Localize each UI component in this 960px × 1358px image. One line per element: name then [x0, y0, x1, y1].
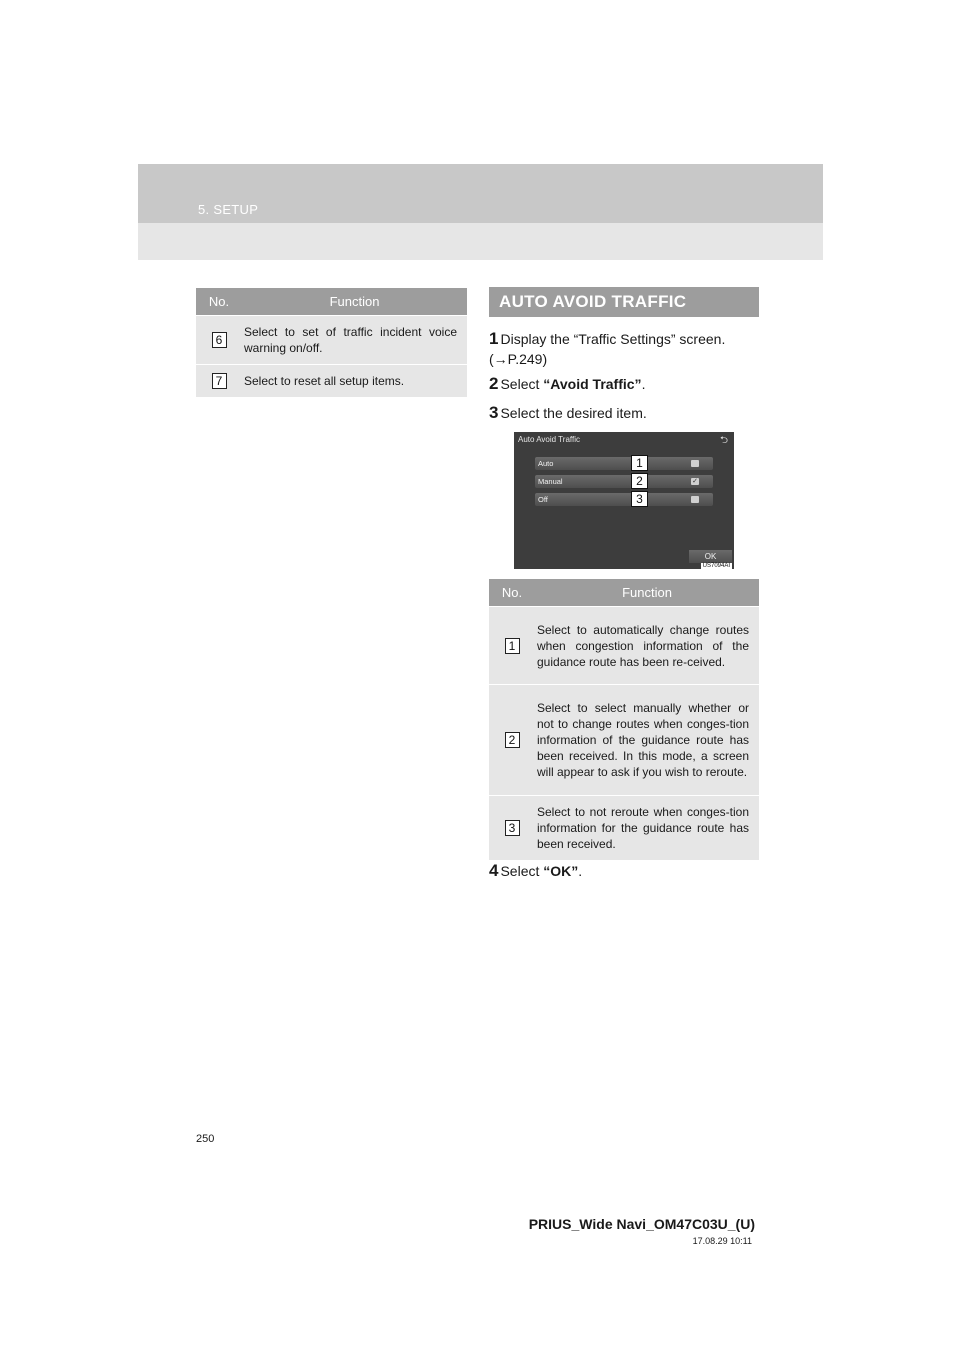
step-text: Display the “Traffic Settings” screen. (→P.249)	[489, 331, 726, 367]
callout-badge: 2	[631, 473, 648, 489]
col-no-header: No.	[489, 579, 535, 607]
item-number-badge: 7	[212, 373, 227, 389]
col-function-header: Function	[242, 288, 467, 316]
table-row	[196, 365, 467, 398]
navi-screen-image	[514, 432, 734, 569]
option-manual[interactable]	[535, 475, 713, 488]
return-arrow-icon[interactable]: ⮌	[719, 435, 728, 446]
option-label: Auto	[538, 459, 554, 468]
table-row	[489, 796, 759, 861]
option-label: Manual	[538, 477, 563, 486]
step-text: Select the desired item.	[500, 405, 647, 421]
step-number: 1	[489, 329, 499, 348]
ok-button[interactable]: OK	[689, 550, 732, 563]
page-number: 250	[196, 1133, 215, 1145]
item-number-badge: 2	[505, 732, 520, 748]
step-text: Select	[500, 376, 544, 392]
header-top-bar	[138, 164, 823, 223]
step-target-label: “Avoid Traffic”	[543, 376, 642, 392]
document-date: 17.08.29 10:11	[692, 1236, 752, 1246]
item-number-badge: 6	[212, 332, 227, 348]
section-heading: AUTO AVOID TRAFFIC	[489, 287, 759, 317]
step-number: 3	[489, 403, 499, 422]
function-table-bottom	[489, 579, 759, 860]
item-number-badge: 1	[505, 638, 520, 654]
screen-title: Auto Avoid Traffic	[518, 435, 580, 444]
checkbox-icon[interactable]	[691, 496, 699, 503]
table-row	[196, 316, 467, 365]
step-3	[489, 403, 759, 423]
step-text: Select	[500, 863, 544, 879]
option-auto[interactable]	[535, 457, 713, 470]
step-number: 4	[489, 861, 499, 880]
step-2	[489, 374, 759, 394]
step-number: 2	[489, 374, 499, 393]
checkbox-checked-icon[interactable]: ✓	[692, 478, 698, 485]
step-text-end: .	[578, 863, 583, 879]
checkbox-icon[interactable]	[691, 460, 699, 467]
callout-badge: 3	[631, 491, 648, 507]
step-1	[489, 329, 759, 369]
step-text-end: .	[641, 376, 646, 392]
option-off[interactable]	[535, 493, 713, 506]
function-description: Select to not reroute when conges-tion information for the guidance route has been received.	[535, 796, 759, 861]
document-name: PRIUS_Wide Navi_OM47C03U_(U)	[528, 1216, 755, 1232]
function-table-top	[196, 288, 467, 397]
table-row	[489, 685, 759, 796]
step-4	[489, 861, 759, 881]
function-description: Select to set of traffic incident voice warning on/off.	[242, 316, 467, 365]
step-target-label: “OK”	[543, 863, 579, 879]
function-description: Select to automatically change routes when congestion information of the guidance route has been re-ceived.	[535, 607, 759, 685]
function-description: Select to select manually whether or not to change routes when conges-tion information of the guidance route has been received. In this mode, a screen will appear to ask if you wish to reroute.	[535, 685, 759, 796]
table-row	[489, 607, 759, 685]
item-number-badge: 3	[505, 820, 520, 836]
image-code: US7094AI	[702, 563, 730, 569]
function-description: Select to reset all setup items.	[242, 365, 467, 398]
callout-badge: 1	[631, 455, 648, 471]
col-function-header: Function	[535, 579, 759, 607]
page-header	[138, 164, 823, 260]
option-label: Off	[538, 495, 548, 504]
col-no-header: No.	[196, 288, 242, 316]
section-label: 5. SETUP	[198, 202, 259, 217]
